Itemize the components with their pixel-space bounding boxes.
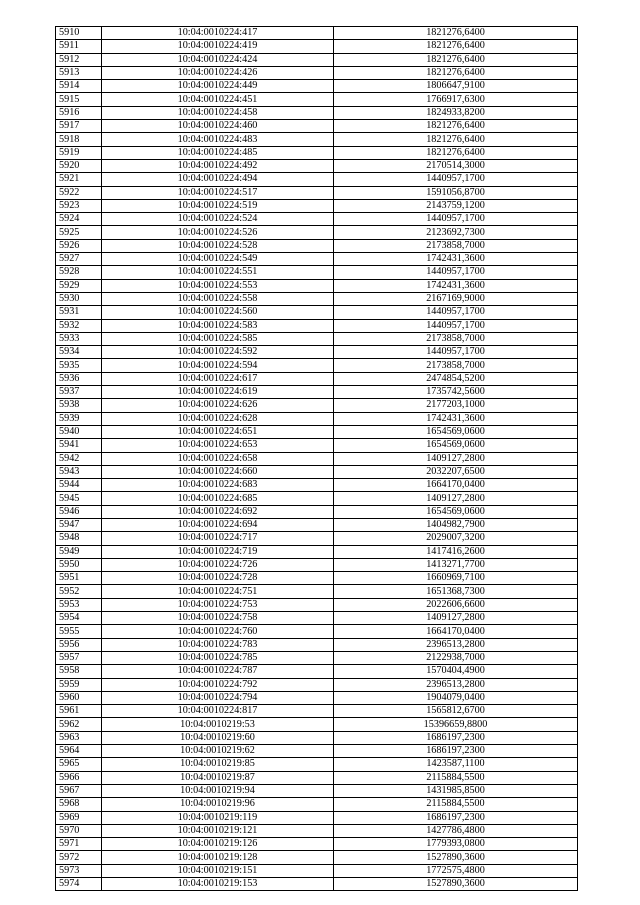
value-cell: 2173858,7000 <box>334 359 578 372</box>
table-row <box>56 665 578 678</box>
value-cell: 1766917,6300 <box>334 93 578 106</box>
table-row <box>56 824 578 837</box>
row-number-cell: 5967 <box>56 784 102 797</box>
row-number-cell: 5941 <box>56 439 102 452</box>
value-cell: 1686197,2300 <box>334 745 578 758</box>
table-row <box>56 27 578 40</box>
value-cell: 2167169,9000 <box>334 292 578 305</box>
row-number-cell: 5919 <box>56 146 102 159</box>
data-table <box>55 26 578 891</box>
table-row <box>56 545 578 558</box>
table-row <box>56 771 578 784</box>
table-row <box>56 253 578 266</box>
row-number-cell: 5916 <box>56 106 102 119</box>
row-number-cell: 5929 <box>56 279 102 292</box>
value-cell: 1440957,1700 <box>334 213 578 226</box>
row-number-cell: 5927 <box>56 253 102 266</box>
row-number-cell: 5932 <box>56 319 102 332</box>
cadastral-number-cell: 10:04:0010224:619 <box>102 386 334 399</box>
cadastral-number-cell: 10:04:0010224:553 <box>102 279 334 292</box>
cadastral-number-cell: 10:04:0010224:517 <box>102 186 334 199</box>
row-number-cell: 5936 <box>56 372 102 385</box>
cadastral-number-cell: 10:04:0010224:717 <box>102 532 334 545</box>
table-row <box>56 106 578 119</box>
row-number-cell: 5948 <box>56 532 102 545</box>
cadastral-number-cell: 10:04:0010224:783 <box>102 638 334 651</box>
value-cell: 2170514,3000 <box>334 159 578 172</box>
cadastral-number-cell: 10:04:0010219:119 <box>102 811 334 824</box>
row-number-cell: 5960 <box>56 691 102 704</box>
row-number-cell: 5939 <box>56 412 102 425</box>
row-number-cell: 5923 <box>56 199 102 212</box>
value-cell: 1413271,7700 <box>334 558 578 571</box>
row-number-cell: 5940 <box>56 425 102 438</box>
table-row <box>56 878 578 891</box>
value-cell: 2173858,7000 <box>334 332 578 345</box>
row-number-cell: 5933 <box>56 332 102 345</box>
row-number-cell: 5915 <box>56 93 102 106</box>
table-row <box>56 213 578 226</box>
table-row <box>56 612 578 625</box>
row-number-cell: 5969 <box>56 811 102 824</box>
table-row <box>56 638 578 651</box>
value-cell: 1527890,3600 <box>334 878 578 891</box>
cadastral-number-cell: 10:04:0010224:526 <box>102 226 334 239</box>
row-number-cell: 5959 <box>56 678 102 691</box>
row-number-cell: 5974 <box>56 878 102 891</box>
table-row <box>56 146 578 159</box>
table-row <box>56 585 578 598</box>
table-row <box>56 306 578 319</box>
value-cell: 2474854,5200 <box>334 372 578 385</box>
table-row <box>56 532 578 545</box>
value-cell: 2115884,5500 <box>334 798 578 811</box>
cadastral-number-cell: 10:04:0010224:451 <box>102 93 334 106</box>
table-row <box>56 53 578 66</box>
row-number-cell: 5962 <box>56 718 102 731</box>
value-cell: 1651368,7300 <box>334 585 578 598</box>
cadastral-number-cell: 10:04:0010224:519 <box>102 199 334 212</box>
row-number-cell: 5956 <box>56 638 102 651</box>
table-row <box>56 691 578 704</box>
table-row <box>56 93 578 106</box>
cadastral-number-cell: 10:04:0010219:62 <box>102 745 334 758</box>
table-row <box>56 399 578 412</box>
row-number-cell: 5937 <box>56 386 102 399</box>
row-number-cell: 5966 <box>56 771 102 784</box>
value-cell: 1654569,0600 <box>334 505 578 518</box>
cadastral-number-cell: 10:04:0010219:126 <box>102 838 334 851</box>
cadastral-number-cell: 10:04:0010219:151 <box>102 864 334 877</box>
row-number-cell: 5958 <box>56 665 102 678</box>
value-cell: 1686197,2300 <box>334 811 578 824</box>
table-row <box>56 705 578 718</box>
row-number-cell: 5926 <box>56 239 102 252</box>
row-number-cell: 5931 <box>56 306 102 319</box>
cadastral-number-cell: 10:04:0010224:685 <box>102 492 334 505</box>
cadastral-number-cell: 10:04:0010224:617 <box>102 372 334 385</box>
table-row <box>56 572 578 585</box>
cadastral-number-cell: 10:04:0010224:592 <box>102 346 334 359</box>
cadastral-number-cell: 10:04:0010219:121 <box>102 824 334 837</box>
value-cell: 1440957,1700 <box>334 306 578 319</box>
value-cell: 1821276,6400 <box>334 27 578 40</box>
table-row <box>56 173 578 186</box>
table-row <box>56 133 578 146</box>
cadastral-number-cell: 10:04:0010224:626 <box>102 399 334 412</box>
table-row <box>56 439 578 452</box>
table-row <box>56 864 578 877</box>
row-number-cell: 5918 <box>56 133 102 146</box>
table-row <box>56 651 578 664</box>
table-row <box>56 558 578 571</box>
value-cell: 1440957,1700 <box>334 266 578 279</box>
table-row <box>56 784 578 797</box>
row-number-cell: 5972 <box>56 851 102 864</box>
value-cell: 1440957,1700 <box>334 173 578 186</box>
cadastral-number-cell: 10:04:0010224:728 <box>102 572 334 585</box>
cadastral-number-cell: 10:04:0010224:653 <box>102 439 334 452</box>
cadastral-number-cell: 10:04:0010224:660 <box>102 465 334 478</box>
row-number-cell: 5924 <box>56 213 102 226</box>
value-cell: 1409127,2800 <box>334 452 578 465</box>
cadastral-number-cell: 10:04:0010219:96 <box>102 798 334 811</box>
cadastral-number-cell: 10:04:0010219:128 <box>102 851 334 864</box>
row-number-cell: 5942 <box>56 452 102 465</box>
cadastral-number-cell: 10:04:0010224:585 <box>102 332 334 345</box>
cadastral-number-cell: 10:04:0010224:726 <box>102 558 334 571</box>
value-cell: 2173858,7000 <box>334 239 578 252</box>
row-number-cell: 5945 <box>56 492 102 505</box>
row-number-cell: 5913 <box>56 66 102 79</box>
value-cell: 2032207,6500 <box>334 465 578 478</box>
table-row <box>56 120 578 133</box>
value-cell: 1654569,0600 <box>334 439 578 452</box>
cadastral-number-cell: 10:04:0010224:460 <box>102 120 334 133</box>
value-cell: 1664170,0400 <box>334 625 578 638</box>
row-number-cell: 5925 <box>56 226 102 239</box>
table-row <box>56 80 578 93</box>
cadastral-number-cell: 10:04:0010224:692 <box>102 505 334 518</box>
cadastral-number-cell: 10:04:0010224:751 <box>102 585 334 598</box>
row-number-cell: 5955 <box>56 625 102 638</box>
row-number-cell: 5928 <box>56 266 102 279</box>
row-number-cell: 5970 <box>56 824 102 837</box>
cadastral-number-cell: 10:04:0010224:760 <box>102 625 334 638</box>
table-row <box>56 359 578 372</box>
value-cell: 1440957,1700 <box>334 319 578 332</box>
value-cell: 1427786,4800 <box>334 824 578 837</box>
table-row <box>56 505 578 518</box>
value-cell: 1824933,8200 <box>334 106 578 119</box>
table-row <box>56 332 578 345</box>
table-row <box>56 266 578 279</box>
cadastral-number-cell: 10:04:0010224:694 <box>102 518 334 531</box>
row-number-cell: 5953 <box>56 598 102 611</box>
row-number-cell: 5934 <box>56 346 102 359</box>
cadastral-number-cell: 10:04:0010224:628 <box>102 412 334 425</box>
cadastral-number-cell: 10:04:0010224:458 <box>102 106 334 119</box>
table-row <box>56 292 578 305</box>
table-row <box>56 425 578 438</box>
value-cell: 1431985,8500 <box>334 784 578 797</box>
cadastral-number-cell: 10:04:0010224:658 <box>102 452 334 465</box>
value-cell: 1686197,2300 <box>334 731 578 744</box>
value-cell: 1404982,7900 <box>334 518 578 531</box>
table-row <box>56 346 578 359</box>
table-row <box>56 465 578 478</box>
table-row <box>56 66 578 79</box>
table-row <box>56 479 578 492</box>
value-cell: 1821276,6400 <box>334 120 578 133</box>
table-row <box>56 386 578 399</box>
cadastral-number-cell: 10:04:0010224:558 <box>102 292 334 305</box>
row-number-cell: 5930 <box>56 292 102 305</box>
row-number-cell: 5949 <box>56 545 102 558</box>
cadastral-number-cell: 10:04:0010224:449 <box>102 80 334 93</box>
cadastral-number-cell: 10:04:0010224:494 <box>102 173 334 186</box>
value-cell: 1806647,9100 <box>334 80 578 93</box>
cadastral-number-cell: 10:04:0010219:153 <box>102 878 334 891</box>
cadastral-number-cell: 10:04:0010224:785 <box>102 651 334 664</box>
row-number-cell: 5911 <box>56 40 102 53</box>
cadastral-number-cell: 10:04:0010224:426 <box>102 66 334 79</box>
row-number-cell: 5917 <box>56 120 102 133</box>
table-row <box>56 452 578 465</box>
row-number-cell: 5968 <box>56 798 102 811</box>
value-cell: 1660969,7100 <box>334 572 578 585</box>
cadastral-number-cell: 10:04:0010224:551 <box>102 266 334 279</box>
table-row <box>56 838 578 851</box>
cadastral-number-cell: 10:04:0010224:817 <box>102 705 334 718</box>
cadastral-number-cell: 10:04:0010224:794 <box>102 691 334 704</box>
row-number-cell: 5944 <box>56 479 102 492</box>
cadastral-number-cell: 10:04:0010219:85 <box>102 758 334 771</box>
value-cell: 1821276,6400 <box>334 40 578 53</box>
table-row <box>56 319 578 332</box>
value-cell: 1742431,3600 <box>334 279 578 292</box>
table-row <box>56 492 578 505</box>
value-cell: 2143759,1200 <box>334 199 578 212</box>
cadastral-number-cell: 10:04:0010224:424 <box>102 53 334 66</box>
cadastral-number-cell: 10:04:0010224:549 <box>102 253 334 266</box>
value-cell: 15396659,8800 <box>334 718 578 731</box>
value-cell: 1772575,4800 <box>334 864 578 877</box>
table-row <box>56 745 578 758</box>
table-row <box>56 40 578 53</box>
value-cell: 1821276,6400 <box>334 66 578 79</box>
value-cell: 1821276,6400 <box>334 133 578 146</box>
value-cell: 1527890,3600 <box>334 851 578 864</box>
row-number-cell: 5954 <box>56 612 102 625</box>
cadastral-number-cell: 10:04:0010224:792 <box>102 678 334 691</box>
row-number-cell: 5961 <box>56 705 102 718</box>
value-cell: 1742431,3600 <box>334 253 578 266</box>
row-number-cell: 5920 <box>56 159 102 172</box>
row-number-cell: 5965 <box>56 758 102 771</box>
cadastral-number-cell: 10:04:0010224:417 <box>102 27 334 40</box>
value-cell: 1735742,5600 <box>334 386 578 399</box>
table-row <box>56 159 578 172</box>
value-cell: 2123692,7300 <box>334 226 578 239</box>
value-cell: 2177203,1000 <box>334 399 578 412</box>
cadastral-number-cell: 10:04:0010219:87 <box>102 771 334 784</box>
value-cell: 2022606,6600 <box>334 598 578 611</box>
row-number-cell: 5946 <box>56 505 102 518</box>
row-number-cell: 5921 <box>56 173 102 186</box>
value-cell: 1570404,4900 <box>334 665 578 678</box>
table-row <box>56 678 578 691</box>
value-cell: 2115884,5500 <box>334 771 578 784</box>
row-number-cell: 5912 <box>56 53 102 66</box>
table-row <box>56 518 578 531</box>
cadastral-number-cell: 10:04:0010219:53 <box>102 718 334 731</box>
row-number-cell: 5973 <box>56 864 102 877</box>
value-cell: 1654569,0600 <box>334 425 578 438</box>
table-row <box>56 598 578 611</box>
cadastral-number-cell: 10:04:0010224:683 <box>102 479 334 492</box>
table-row <box>56 798 578 811</box>
cadastral-number-cell: 10:04:0010224:583 <box>102 319 334 332</box>
table-row <box>56 239 578 252</box>
row-number-cell: 5922 <box>56 186 102 199</box>
value-cell: 2122938,7000 <box>334 651 578 664</box>
cadastral-number-cell: 10:04:0010224:719 <box>102 545 334 558</box>
value-cell: 1565812,6700 <box>334 705 578 718</box>
row-number-cell: 5963 <box>56 731 102 744</box>
table-row <box>56 186 578 199</box>
table-row <box>56 811 578 824</box>
table-row <box>56 199 578 212</box>
table-row <box>56 731 578 744</box>
cadastral-number-cell: 10:04:0010224:524 <box>102 213 334 226</box>
value-cell: 2396513,2800 <box>334 678 578 691</box>
row-number-cell: 5971 <box>56 838 102 851</box>
row-number-cell: 5950 <box>56 558 102 571</box>
value-cell: 1742431,3600 <box>334 412 578 425</box>
table-row <box>56 412 578 425</box>
row-number-cell: 5943 <box>56 465 102 478</box>
row-number-cell: 5947 <box>56 518 102 531</box>
row-number-cell: 5957 <box>56 651 102 664</box>
table-row <box>56 372 578 385</box>
value-cell: 1423587,1100 <box>334 758 578 771</box>
value-cell: 1904079,0400 <box>334 691 578 704</box>
row-number-cell: 5952 <box>56 585 102 598</box>
table-row <box>56 718 578 731</box>
value-cell: 1591056,8700 <box>334 186 578 199</box>
cadastral-number-cell: 10:04:0010224:492 <box>102 159 334 172</box>
value-cell: 2396513,2800 <box>334 638 578 651</box>
cadastral-number-cell: 10:04:0010224:419 <box>102 40 334 53</box>
table-row <box>56 279 578 292</box>
table-row <box>56 226 578 239</box>
cadastral-number-cell: 10:04:0010224:753 <box>102 598 334 611</box>
cadastral-number-cell: 10:04:0010219:60 <box>102 731 334 744</box>
cadastral-number-cell: 10:04:0010224:485 <box>102 146 334 159</box>
value-cell: 1779393,0800 <box>334 838 578 851</box>
table-row <box>56 758 578 771</box>
row-number-cell: 5964 <box>56 745 102 758</box>
cadastral-number-cell: 10:04:0010224:787 <box>102 665 334 678</box>
row-number-cell: 5938 <box>56 399 102 412</box>
value-cell: 1664170,0400 <box>334 479 578 492</box>
value-cell: 1409127,2800 <box>334 612 578 625</box>
table-row <box>56 851 578 864</box>
cadastral-number-cell: 10:04:0010224:560 <box>102 306 334 319</box>
value-cell: 1440957,1700 <box>334 346 578 359</box>
cadastral-number-cell: 10:04:0010224:483 <box>102 133 334 146</box>
row-number-cell: 5951 <box>56 572 102 585</box>
row-number-cell: 5935 <box>56 359 102 372</box>
value-cell: 1417416,2600 <box>334 545 578 558</box>
cadastral-number-cell: 10:04:0010219:94 <box>102 784 334 797</box>
cadastral-number-cell: 10:04:0010224:651 <box>102 425 334 438</box>
value-cell: 2029007,3200 <box>334 532 578 545</box>
row-number-cell: 5910 <box>56 27 102 40</box>
value-cell: 1821276,6400 <box>334 146 578 159</box>
value-cell: 1821276,6400 <box>334 53 578 66</box>
cadastral-number-cell: 10:04:0010224:528 <box>102 239 334 252</box>
value-cell: 1409127,2800 <box>334 492 578 505</box>
cadastral-number-cell: 10:04:0010224:594 <box>102 359 334 372</box>
table-body <box>56 27 578 891</box>
row-number-cell: 5914 <box>56 80 102 93</box>
table-row <box>56 625 578 638</box>
cadastral-number-cell: 10:04:0010224:758 <box>102 612 334 625</box>
